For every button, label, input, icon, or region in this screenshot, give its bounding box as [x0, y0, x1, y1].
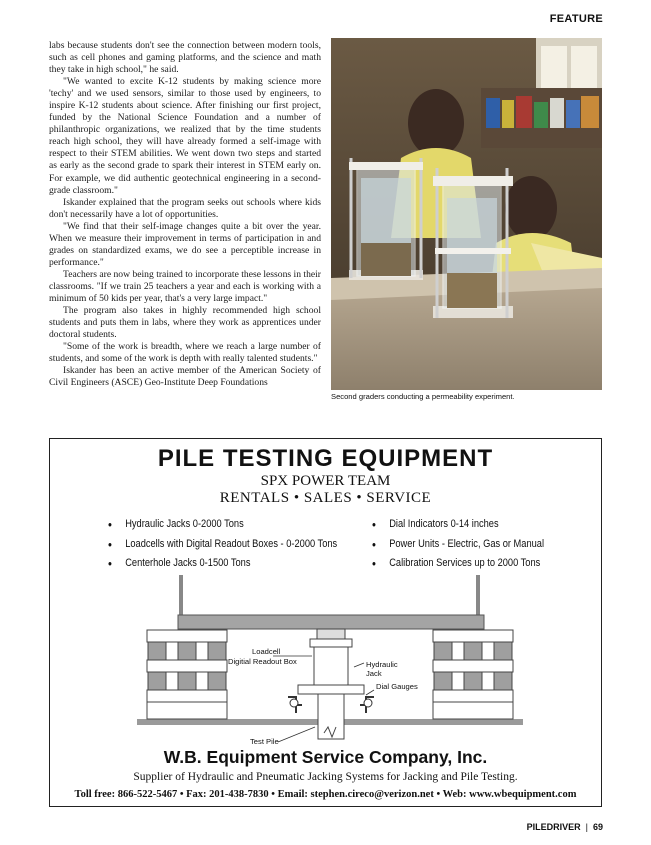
feature-item: • Centerhole Jacks 0-1500 Tons	[108, 554, 337, 574]
photo-caption: Second graders conducting a permeability experiment.	[331, 392, 515, 401]
ad-title: PILE TESTING EQUIPMENT	[157, 445, 494, 472]
publication-name: PILEDRIVER	[526, 822, 581, 832]
page-number: 69	[592, 822, 603, 832]
feature-list-right	[372, 515, 544, 574]
supplier-tagline: Supplier of Hydraulic and Pneumatic Jacking Systems for Jacking and Pile Testing.	[133, 771, 518, 783]
permeability-experiment-illustration	[331, 38, 602, 390]
feature-item: • Power Units - Electric, Gas or Manual	[372, 535, 544, 555]
section-label: FEATURE	[549, 13, 603, 25]
right-crib	[433, 630, 513, 719]
contact-line: Toll free: 866-522-5467 • Fax: 201-438-7830 • Email: stephen.cireco@verizon.net • Web: www.wbequipment.com	[74, 789, 577, 800]
left-permeameter	[349, 158, 423, 280]
footer-separator: |	[585, 822, 588, 832]
article-paragraph: "Some of the work is breadth, where we reach a large number of students, and some of the work is depth with really talented students."	[49, 341, 321, 365]
ad-brand: SPX POWER TEAM	[260, 473, 391, 489]
test-pile	[318, 694, 344, 739]
loadcell-block	[317, 629, 345, 639]
article-paragraph: labs because students don't see the connection between modern tools, such as cell phones and gaming platforms, and the science and math they take in high school," he said.	[49, 40, 321, 76]
dial-gauges-label: Dial Gauges	[376, 682, 418, 691]
article-paragraph: Iskander has been an active member of the American Society of Civil Engineers (ASCE) Geo-Institute Deep Foundations	[49, 365, 321, 389]
feature-item: • Dial Indicators 0-14 inches	[372, 515, 544, 535]
test-pile-label: Test Pile	[250, 737, 279, 746]
readout-box-label: Digitial Readout Box	[228, 657, 297, 666]
feature-list-left	[108, 515, 337, 574]
feature-item: • Calibration Services up to 2000 Tons	[372, 554, 544, 574]
article-column	[49, 40, 321, 389]
hydraulic-label: Hydraulic	[366, 660, 398, 669]
article-paragraph: Teachers are now being trained to incorporate these lessons in their classrooms. "If we train 25 teachers a year and each is working with a minimum of 50 kids per year, that's a very large impact."	[49, 268, 321, 304]
right-permeameter	[433, 168, 513, 318]
hydraulic-jack	[314, 647, 348, 685]
advertisement	[49, 438, 602, 807]
article-paragraph: The program also takes in highly recommended high school students and puts them in labs, where they work as apprentices under doctoral students.	[49, 305, 321, 341]
article-paragraph: "We find that their self-image changes quite a bit over the year. When we measure their improvement in terms of participation in and grades on standardized exams, we do see a perceptible increase in performance."	[49, 220, 321, 268]
jack-label: Jack	[366, 669, 382, 678]
article-paragraph: "We wanted to excite K-12 students by making science more 'techy' and we used sensors, similar to those used by engineers, to inspire K-12 students about science. After finishing our first project, funded by the National Science Foundation and a number of philanthropic organizations, we realized that by the time students reach high school, they will have already formed a self-image with respect to their STEM abilities. We went down two steps and started as early as the second grade to spark their interest in STEM early on. For example, we did authentic geotechnical engineering in a second-grade classroom."	[49, 76, 321, 196]
left-crib	[147, 630, 227, 719]
feature-item: • Hydraulic Jacks 0-2000 Tons	[108, 515, 337, 535]
feature-item: • Loadcells with Digital Readout Boxes - 0-2000 Tons	[108, 535, 337, 555]
reaction-beam	[178, 615, 484, 629]
company-name: W.B. Equipment Service Company, Inc.	[163, 747, 488, 767]
classroom-photo	[331, 38, 602, 390]
page-footer	[527, 822, 603, 832]
loadcell-label: Loadcell	[252, 647, 281, 656]
ad-services: RENTALS • SALES • SERVICE	[219, 490, 432, 506]
article-paragraph: Iskander explained that the program seeks out schools where kids don't necessarily have a lot of opportunities.	[49, 196, 321, 220]
pile-test-diagram	[130, 567, 530, 751]
